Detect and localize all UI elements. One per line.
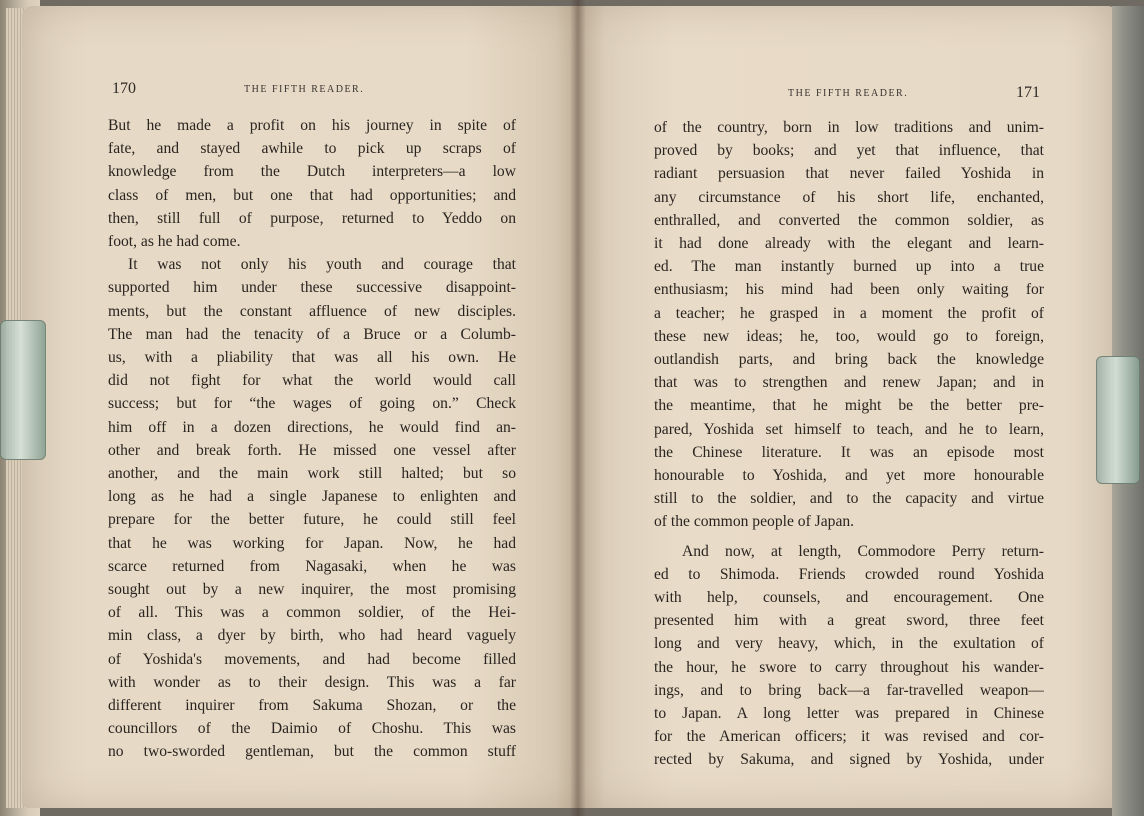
- text-line: proved by books; and yet that influence, that: [654, 142, 1044, 160]
- text-line: And now, at length, Commodore Perry return-: [682, 542, 1044, 560]
- text-line: ed to Shimoda. Friends crowded round Yoshida: [654, 565, 1044, 583]
- text-line: no two-sworded gentleman, but the common stuff: [108, 743, 516, 761]
- text-line: still to the soldier, and to the capacity and virtue: [654, 490, 1044, 508]
- text-line: of the country, born in low traditions and unim-: [654, 119, 1044, 136]
- text-line: councillors of the Daimio of Choshu. This was: [108, 720, 516, 738]
- text-line: rected by Sakuma, and signed by Yoshida, under: [654, 751, 1044, 769]
- text-line: long as he had a single Japanese to enlighten and: [108, 488, 516, 506]
- text-line: then, still full of purpose, returned to Yeddo on: [108, 209, 516, 227]
- text-line: But he made a profit on his journey in spite of: [108, 117, 516, 134]
- text-line: the hour, he swore to carry throughout his wander-: [654, 658, 1044, 676]
- text-line: for the American officers; it was revised and cor-: [654, 728, 1044, 746]
- text-line: min class, a dyer by birth, who had heard vaguely: [108, 627, 516, 645]
- text-line: of the common people of Japan.: [654, 513, 855, 531]
- left-page-text: [108, 114, 516, 764]
- left-page-clip: [0, 320, 46, 460]
- text-line: any circumstance of his short life, enchanted,: [654, 188, 1044, 206]
- text-line: the Chinese literature. It was an episode most: [654, 443, 1044, 461]
- text-line: long and very heavy, which, in the exultation of: [654, 635, 1044, 653]
- left-page-number: 170: [112, 80, 136, 97]
- text-line: foot, as he had come.: [108, 233, 241, 251]
- text-line: prepare for the better future, he could still feel: [108, 511, 516, 529]
- text-line: other and break forth. He missed one vessel after: [108, 441, 516, 459]
- left-running-title: THE FIFTH READER.: [244, 84, 365, 95]
- text-line: another, and the main work still halted; but so: [108, 465, 516, 483]
- right-page-number: 171: [1016, 84, 1040, 101]
- text-line: that was to strengthen and renew Japan; and in: [654, 374, 1044, 392]
- text-line: to Japan. A long letter was prepared in Chinese: [654, 705, 1044, 723]
- text-line: presented him with a great sword, three feet: [654, 612, 1044, 630]
- text-line: enthralled, and converted the common soldier, as: [654, 211, 1044, 229]
- text-line: radiant persuasion that never failed Yoshida in: [654, 165, 1044, 183]
- text-line: sought out by a new inquirer, the most promising: [108, 581, 516, 599]
- text-line: him off in a dozen directions, he would find an-: [108, 418, 516, 436]
- text-line: pared, Yoshida set himself to teach, and he to learn,: [654, 420, 1044, 438]
- right-running-title: THE FIFTH READER.: [788, 88, 909, 99]
- text-line: of all. This was a common soldier, of the Hei-: [108, 604, 516, 622]
- text-line: scarce returned from Nagasaki, when he was: [108, 557, 516, 575]
- text-line: ments, but the constant affluence of new disciples.: [108, 302, 516, 320]
- text-line: the meantime, that he might be the better pre-: [654, 397, 1044, 415]
- text-line: that he was working for Japan. Now, he had: [108, 534, 516, 552]
- text-line: outlandish parts, and bring back the knowledge: [654, 351, 1044, 369]
- text-line: knowledge from the Dutch interpreters—a low: [108, 163, 516, 181]
- text-line: did not fight for what the world would call: [108, 372, 516, 390]
- text-line: a teacher; he grasped in a moment the profit of: [654, 304, 1044, 322]
- text-line: ed. The man instantly burned up into a true: [654, 258, 1044, 276]
- book-gutter: [570, 0, 586, 816]
- text-line: different inquirer from Sakuma Shozan, or the: [108, 697, 516, 715]
- text-line: ings, and to bring back—a far-travelled weapon—: [654, 681, 1044, 699]
- text-line: these new ideas; he, too, would go to foreign,: [654, 327, 1044, 345]
- text-line: It was not only his youth and courage that: [128, 256, 516, 274]
- text-line: supported him under these successive disappoint-: [108, 279, 516, 297]
- text-line: fate, and stayed awhile to pick up scraps of: [108, 140, 516, 158]
- right-page-clip: [1096, 356, 1140, 484]
- text-line: of Yoshida's movements, and had become filled: [108, 650, 516, 668]
- text-line: it had done already with the elegant and learn-: [654, 235, 1044, 253]
- text-line: success; but for “the wages of going on.” Check: [108, 395, 516, 413]
- text-line: honourable to Yoshida, and yet more honourable: [654, 467, 1044, 485]
- text-line: The man had the tenacity of a Bruce or a Columb-: [108, 325, 516, 343]
- text-line: with wonder as to their design. This was a far: [108, 673, 516, 691]
- text-line: enthusiasm; his mind had been only waiting for: [654, 281, 1044, 299]
- right-page-text: [654, 116, 1044, 772]
- text-line: with help, counsels, and encouragement. One: [654, 589, 1044, 607]
- text-line: us, with a pliability that was all his own. He: [108, 349, 516, 367]
- text-line: class of men, but one that had opportunities; and: [108, 186, 516, 204]
